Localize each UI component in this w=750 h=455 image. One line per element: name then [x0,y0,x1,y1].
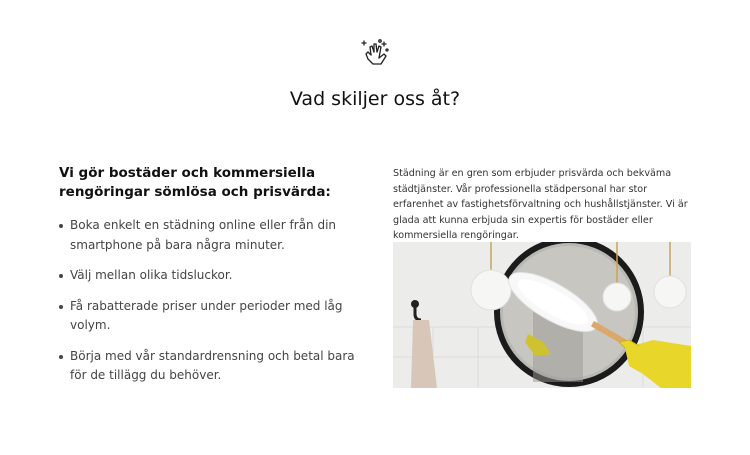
list-item [59,216,369,255]
cleaning-photo [393,242,691,388]
features-column [59,164,369,397]
list-item [59,347,369,386]
bullet-icon [59,274,63,278]
list-item [59,266,369,286]
list-item-text: Börja med vår standardrensning och betal bara för de tillägg du behöver. [70,348,355,382]
features-heading: Vi gör bostäder och kommersiella rengöringar sömlösa och prisvärda: [59,165,331,200]
list-item-text: Få rabatterade priser under perioder med låg volym. [70,298,343,332]
bullet-icon [59,224,63,228]
page-title: Vad skiljer oss åt? [289,88,461,110]
features-list [59,216,369,386]
description-paragraph: Städning är en gren som erbjuder prisvärda och bekväma städtjänster. Vår professionella städpersonal har stor erfarenhet av fastighetsförvaltning och hushållstjänster. Vi är glada att kunna erbjuda sin expertis för bostäder eller kommersiella rengöringar. [393,168,688,241]
bullet-icon [59,305,63,309]
list-item-text: Boka enkelt en städning online eller från din smartphone på bara några minuter. [70,218,337,252]
list-item-text: Välj mellan olika tidsluckor. [70,268,233,282]
description-column [393,166,693,244]
bullet-icon [59,355,63,359]
list-item [59,297,369,336]
cleaning-hand-icon [359,37,391,69]
